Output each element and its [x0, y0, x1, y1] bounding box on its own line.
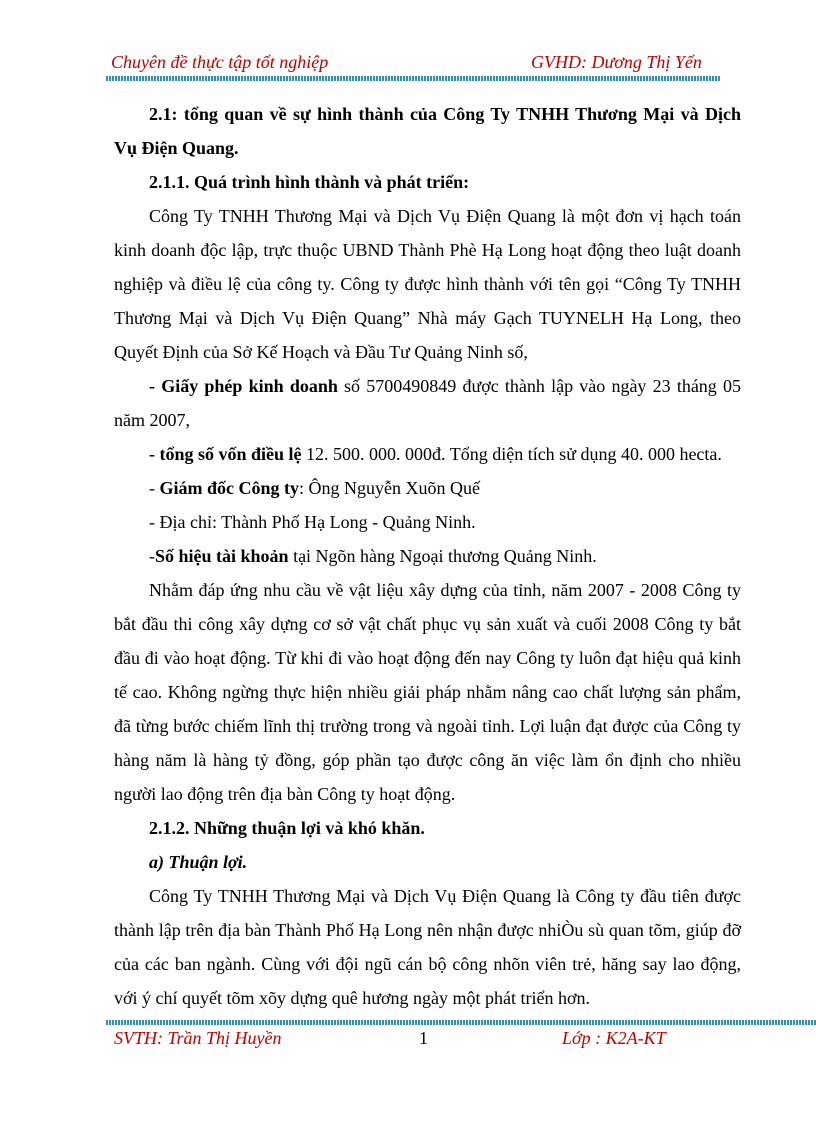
fact-label: Giám đốc Công ty	[159, 478, 299, 498]
fact-address	[114, 505, 741, 539]
history-paragraph: Nhằm đáp ứng nhu cầu về vật liệu xây dựng của tỉnh, năm 2007 - 2008 Công ty bắt đầu thi công xây dựng cơ sở vật chất phục vụ sản xuất và cuối 2008 Công ty bắt đầu đi vào hoạt động. Từ khi đi vào hoạt động đến nay Công ty luôn đạt hiệu quả kinh tế cao. Không ngừng thực hiện nhiều giải pháp nhằm nâng cao chất lượng sản phẩm, đã từng bước chiếm lĩnh thị trường trong và ngoài tỉnh. Lợi luận đạt được của Công ty hàng năm là hàng tỷ đồng, góp phần tạo được công ăn việc làm ổn định cho nhiều người lao động trên địa bàn Công ty hoạt động.	[114, 580, 741, 804]
fact-business-license	[114, 369, 741, 437]
fact-text: 12. 500. 000. 000đ. Tổng diện tích sử dụng 40. 000 hecta.	[301, 444, 722, 464]
fact-prefix: -	[149, 512, 160, 532]
fact-bank-account	[114, 539, 741, 573]
fact-label: Số hiệu tài khoản	[155, 546, 289, 566]
fact-text: Địa chỉ: Thành Phố Hạ Long - Quảng Ninh.	[159, 512, 476, 532]
fact-text: : Ông Nguyễn Xuõn Quế	[299, 478, 480, 498]
footer-class: Lớp : K2A-KT	[562, 1028, 666, 1048]
fact-prefix: -	[149, 478, 160, 498]
fact-prefix: -	[149, 376, 162, 396]
header-rule	[106, 76, 720, 81]
fact-prefix: -	[149, 444, 160, 464]
fact-label: tổng số vốn điều lệ	[159, 444, 302, 464]
header-supervisor: GVHD: Dương Thị Yến	[531, 52, 702, 72]
page-header	[106, 52, 716, 74]
footer-student: SVTH: Trần Thị Huyền	[114, 1028, 282, 1048]
intro-paragraph: Công Ty TNHH Thương Mại và Dịch Vụ Điện Quang là một đơn vị hạch toán kinh doanh độc lập, trực thuộc UBND Thành Phè Hạ Long hoạt động theo luật doanh nghiệp và điều lệ của công ty. Công ty được hình thành với tên gọi “Công Ty TNHH Thương Mại và Dịch Vụ Điện Quang” Nhà máy Gạch TUYNELH Hạ Long, theo Quyết Định của Sở Kế Hoạch và Đầu Tư Quảng Ninh số,	[114, 206, 741, 362]
footer-rule	[106, 1020, 816, 1025]
fact-charter-capital	[114, 437, 741, 471]
document-body	[114, 97, 741, 1015]
fact-text: tại Ngõn hàng Ngoại thương Quảng Ninh.	[288, 546, 597, 566]
advantages-paragraph: Công Ty TNHH Thương Mại và Dịch Vụ Điện Quang là Công ty đầu tiên được thành lập trên địa bàn Thành Phố Hạ Long nên nhận được nhiÒu sù quan tõm, giúp đỡ của các ban ngành. Cùng với đội ngũ cán bộ công nhõn viên trẻ, hăng say lao động, với ý chí quyết tõm xõy dựng quê hương ngày một phát triển hơn.	[114, 886, 741, 1008]
fact-text: số 5700490849 được thành lập vào ngày 23 tháng 05 năm 2007,	[114, 376, 741, 430]
section-heading: 2.1: tổng quan về sự hình thành của Công Ty TNHH Thương Mại và Dịch Vụ Điện Quang.	[114, 104, 741, 158]
header-course-title: Chuyên đề thực tập tốt nghiệp	[111, 52, 329, 72]
fact-director	[114, 471, 741, 505]
fact-label: Giấy phép kinh doanh	[161, 376, 338, 396]
subsection-heading-advantages: a) Thuận lợi.	[149, 852, 248, 872]
subsection-heading-2-1-2: 2.1.2. Những thuận lợi và khó khăn.	[149, 818, 425, 838]
fact-prefix: -	[149, 546, 155, 566]
page-number: 1	[419, 1028, 428, 1048]
page-footer	[114, 1028, 714, 1050]
subsection-heading-2-1-1: 2.1.1. Quá trình hình thành và phát triển:	[149, 172, 470, 192]
